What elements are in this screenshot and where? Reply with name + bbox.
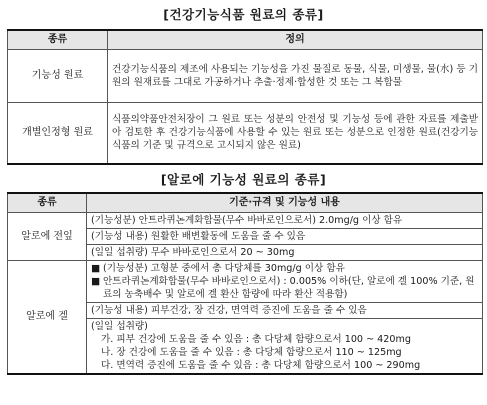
whole-leaf-intake: (일일 섭취량) 무수 바바로인으로서 20 ~ 30mg: [87, 244, 483, 260]
column-header-type: 종류: [8, 30, 108, 49]
list-item: 나. 장 건강에 도움을 줄 수 있음 : 총 다당체 함량으로서 110 ~ 125mg: [101, 346, 402, 358]
column-header-type: 종류: [8, 193, 87, 212]
column-header-definition: 정의: [108, 30, 483, 49]
table-row: [8, 49, 483, 102]
gel-components: [87, 260, 483, 302]
gel-intake-title: (일일 섭취량): [91, 320, 148, 332]
table-row: [8, 212, 483, 228]
table-header-row: [8, 193, 483, 212]
ingredient-types-table: [7, 29, 483, 165]
gel-intake: [87, 318, 483, 374]
table-header-row: [8, 30, 483, 49]
whole-leaf-effect: (기능성 내용) 원활한 배변활동에 도움을 줄 수 있음: [87, 228, 483, 244]
bullet-icon: ■: [91, 275, 101, 287]
gel-effect: (기능성 내용) 피부건강, 장 건강, 면역력 증진에 도움을 줄 수 있음: [87, 302, 483, 318]
table-row: [8, 260, 483, 302]
row-definition: 건강기능식품의 제조에 사용되는 기능성을 가진 물질로 동물, 식물, 미생물, 물(水) 등 기원의 원재료를 그대로 가공하거나 추출·정제·합성한 것 또는 그 복합물: [108, 49, 483, 102]
list-item: 가. 피부 건강에 도움을 줄 수 있음 : 총 다당체 함량으로서 100 ~ 420mg: [101, 333, 411, 345]
list-item: [91, 275, 478, 301]
row-type: 기능성 원료: [8, 49, 108, 102]
aloe-ingredients-table: [7, 192, 483, 375]
row-type: 개별인정형 원료: [8, 102, 108, 164]
list-item: 다. 면역력 증진에 도움을 줄 수 있음 : 총 다당체 함량으로서 100 ~ 290mg: [101, 359, 421, 371]
section2-title: [알로에 기능성 원료의 종류]: [160, 172, 327, 187]
gel-component-anthraquinone: 안트라퀴논계화합물(무수 바바로인으로서) : 0.005% 이하(단, 알로에 겔 100% 기준, 원료의 농축배수 및 알로에 겔 환산 함량에 따라 환산 적용함): [103, 275, 475, 300]
table-row: [8, 102, 483, 164]
row-definition: 식품의약품안전처장이 그 원료 또는 성분의 안전성 및 기능성 등에 관한 자료를 제출받아 검토한 후 건강기능식품에 사용할 수 있는 원료 또는 성분으로 인정한 원료(건강기능식품의 기준 및 규격으로 고시되지 않은 원료): [108, 102, 483, 164]
gel-component-polysaccharide: (기능성분) 고형분 중에서 총 다당체를 30mg/g 이상 함유: [103, 262, 345, 274]
row-type-gel: 알로에 겔: [8, 260, 87, 374]
row-type-whole-leaf: 알로에 전잎: [8, 212, 87, 260]
list-item: [91, 262, 478, 275]
column-header-content: 기준·규격 및 기능성 내용: [87, 193, 483, 212]
section1-title: [건강기능식품 원료의 종류]: [163, 7, 324, 22]
whole-leaf-component: (기능성분) 안트라퀴논계화합물(무수 바바로인으로서) 2.0mg/g 이상 함유: [87, 212, 483, 228]
bullet-icon: ■: [91, 262, 101, 274]
